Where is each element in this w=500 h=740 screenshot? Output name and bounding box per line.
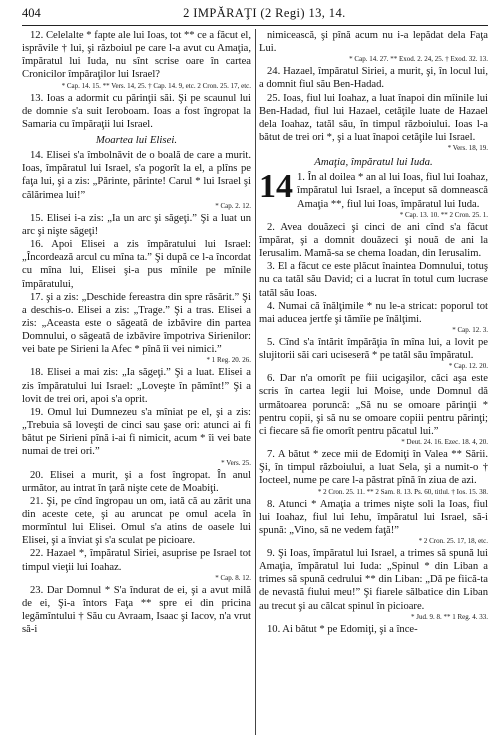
cross-reference-note: * Cap. 2. 12.: [215, 201, 251, 210]
chapter-number: 14: [259, 171, 293, 206]
verse: 3. El a făcut ce este plăcut înaintea Domnului, totuş nu ca tatăl său David; ci a lucrat în totul cum lucrase tatăl său Ioas.: [259, 261, 488, 299]
section-heading: Moartea lui Elisei.: [95, 134, 178, 147]
verse: 19. Omul lui Dumnezeu s'a mîniat pe el, şi a zis: „Trebuia să loveşti de cinci sau şase ori: atunci ai fi bătut pe Sirieni pînă i-ai fi nimicit, acum * îi vei bate numai de trei ori.”: [22, 406, 251, 458]
cross-reference-note: * Deut. 24. 16. Ezec. 18. 4, 20.: [401, 438, 488, 447]
verse: 18. Elisei a mai zis: „Ia săgeţi.” Şi a luat. Elisei a zis împăratului lui Israel: „Loveşte în pămînt!” Şi a lovit de trei ori, apoi s'a oprit.: [22, 367, 251, 405]
cross-reference-note: * Vers. 18, 19.: [447, 144, 488, 153]
section-heading: Amaţia, împăratul lui Iuda.: [314, 156, 433, 169]
verse: 25. Ioas, fiul lui Ioahaz, a luat înapoi din mîinile lui Ben-Hadad, fiul lui Hazael, cetăţile luate de Hazael dela Ioahaz, tatăl său, în timpul războiului. Ioas l-a bătut de trei ori *, şi a luat înapoi cetăţile lui Israel.: [259, 92, 488, 144]
verse: nimicească, şi pînă acum nu i-a lepădat dela Faţa Lui.: [259, 30, 488, 55]
verse: 14. Elisei s'a îmbolnăvit de o boală de care a murit. Ioas, împăratul lui Israel, s'a pogorît la el, a plîns pe faţa lui, şi a zis: „Părinte, părinte! Carul * lui Israel şi călărimea lui!”: [22, 150, 251, 201]
cross-reference-note: * 2 Cron. 25. 17, 18, etc.: [418, 537, 488, 545]
verse: 22. Hazael *, împăratul Siriei, asuprise pe Israel tot timpul vieţii lui Ioahaz.: [22, 548, 251, 573]
column-divider: [255, 29, 256, 735]
cross-reference-note: * Vers. 25.: [221, 458, 251, 467]
verse: 9. Şi Ioas, împăratul lui Israel, a trimes să spună lui Amaţia, împăratul lui Iuda: „Spinul * din Liban a trimes să spună cedrului ** din Liban: „Dă pe fiică-ta de nevastă fiului meu!” Şi fiarele sălbatice din Liban au trecut şi au călcat spinul în picioare.: [259, 548, 488, 612]
verse: 4. Numai că înălţimile * nu le-a stricat: poporul tot mai aducea jertfe şi tămîie pe înălţimi.: [259, 300, 488, 325]
chapter-opening: [259, 171, 488, 210]
text-columns: [22, 29, 488, 735]
verse: 8. Atunci * Amaţia a trimes nişte soli la Ioas, fiul lui Ioahaz, fiul lui Iehu, împăratul lui Israel, să-i spună: „Vino, să ne vedem faţă!”: [259, 498, 488, 536]
right-column: [259, 29, 488, 735]
verse: 6. Dar n'a omorît pe fiii ucigaşilor, căci aşa este scris în cartea legii lui Moise, unde Domnul dă următoarea poruncă: „Să nu se omoare părinţii * pentru copii, şi să nu se omoare copiii pentru părinţi; ci fiecare să fie omorît pentru păcatul lui.”: [259, 373, 488, 437]
verse: 24. Hazael, împăratul Siriei, a murit, şi, în locul lui, a domnit fiul său Ben-Hadad.: [259, 66, 488, 91]
running-title: 2 IMPĂRAŢI (2 Regi) 13, 14.: [183, 6, 346, 20]
verse: 17. şi a zis: „Deschide fereastra din spre răsărit.” Şi a deschis-o. Elisei a zis: „Trage.” Şi a tras. Elisei a zis: „Aceasta este o săgeată de izbăvire din partea Domnului, o săgeată de izbăvire împotriva Sirienilor: vei bate pe Sirieni la Afec * pînă îi vei nimici.”: [22, 291, 251, 356]
verse: 2. Avea douăzeci şi cinci de ani cînd s'a făcut împărat, şi a domnit douăzeci şi nouă de ani la Ierusalim. Mamă-sa se chema Ioadan, din Ierusalim.: [259, 221, 488, 260]
right-column-top: [259, 29, 488, 168]
verse: 5. Cînd s'a întărit împărăţia în mîna lui, a lovit pe slujitorii săi cari uciseseră * pe tatăl său împăratul.: [259, 336, 488, 362]
verse: 10. Ai bătut * pe Edomiţi, şi a înce-: [267, 623, 418, 635]
cross-reference-note: * Cap. 12. 3.: [452, 325, 488, 334]
cross-reference-note: * Cap. 12. 20.: [448, 362, 488, 371]
verse: 12. Celelalte * fapte ale lui Ioas, tot ** ce a făcut el, isprăvile † lui, şi războiul pe care l-a avut cu Amaţia, împăratul lui Iuda, nu sînt scrise oare în cartea Cronicilor împăraţilor lui Israel?: [22, 30, 251, 81]
cross-reference-note: * Cap. 14. 15. ** Vers. 14, 25. † Cap. 14. 9, etc. 2 Cron. 25. 17, etc.: [61, 81, 251, 90]
header-rule: [22, 25, 488, 26]
verse: 16. Apoi Elisei a zis împăratului lui Israel: „Încordează arcul cu mîna ta.” Şi după ce l-a încordat cu mîna lui, Elisei şi-a pus mînile pe mînile împăratului,: [22, 239, 251, 290]
cross-reference-note: * Jud. 9. 8. ** 1 Reg. 4. 33.: [411, 612, 488, 621]
cross-reference-note: * 1 Reg. 20. 26.: [206, 356, 251, 365]
cross-reference-note: * Cap. 14. 27. ** Exod. 2. 24, 25. † Exod. 32. 13.: [349, 55, 488, 64]
page-number: 404: [22, 6, 41, 20]
verse: 1. În al doilea * an al lui Ioas, fiul lui Ioahaz, împăratul lui Israel, a început să domnească Amaţia **, fiul lui Ioas, împăratul lui Iuda.: [297, 172, 488, 210]
verse: 20. Elisei a murit, şi a fost îngropat. În anul următor, au intrat în ţară nişte cete de Moabiţi.: [22, 469, 251, 494]
right-column-bottom: [259, 211, 488, 636]
cross-reference-note: * Cap. 13. 10. ** 2 Cron. 25. 1.: [399, 210, 488, 219]
verse: 21. Şi, pe cînd îngropau un om, iată că au zărit una din aceste cete, şi au aruncat pe omul acela în mormîntul lui Elisei. Omul s'a atins de oasele lui Elisei, şi a înviat şi s'a sculat pe picioare.: [22, 495, 251, 547]
verse: 23. Dar Domnul * S'a îndurat de ei, şi a avut milă de ei, Şi-a întors Faţa ** spre ei din pricina legămîntului † Său cu Avraam, Isaac şi Iacov, n'a vrut să-i: [22, 584, 251, 636]
verse: 15. Elisei i-a zis: „Ia un arc şi săgeţi.” Şi a luat un arc şi nişte săgeţi!: [22, 212, 251, 237]
left-column: [22, 29, 251, 735]
cross-reference-note: * Cap. 8. 12.: [215, 573, 251, 582]
verse: 7. A bătut * zece mii de Edomiţi în Valea ** Sării. Şi, în timpul războiului, a luat Sela, şi a numit-o † Iocteel, nume pe care l-a păstrat pînă în ziua de azi.: [259, 449, 488, 487]
cross-reference-note: * 2 Cron. 25. 11. ** 2 Sam. 8. 13. Ps. 60, titlul. † Ios. 15. 38.: [317, 487, 488, 496]
page-header: [22, 6, 488, 24]
verse: 13. Ioas a adormit cu părinţii săi. Şi pe scaunul lui de domnie s'a suit Ieroboam. Ioas a fost îngropat la Samaria cu împăraţii lui Israel.: [22, 92, 251, 130]
